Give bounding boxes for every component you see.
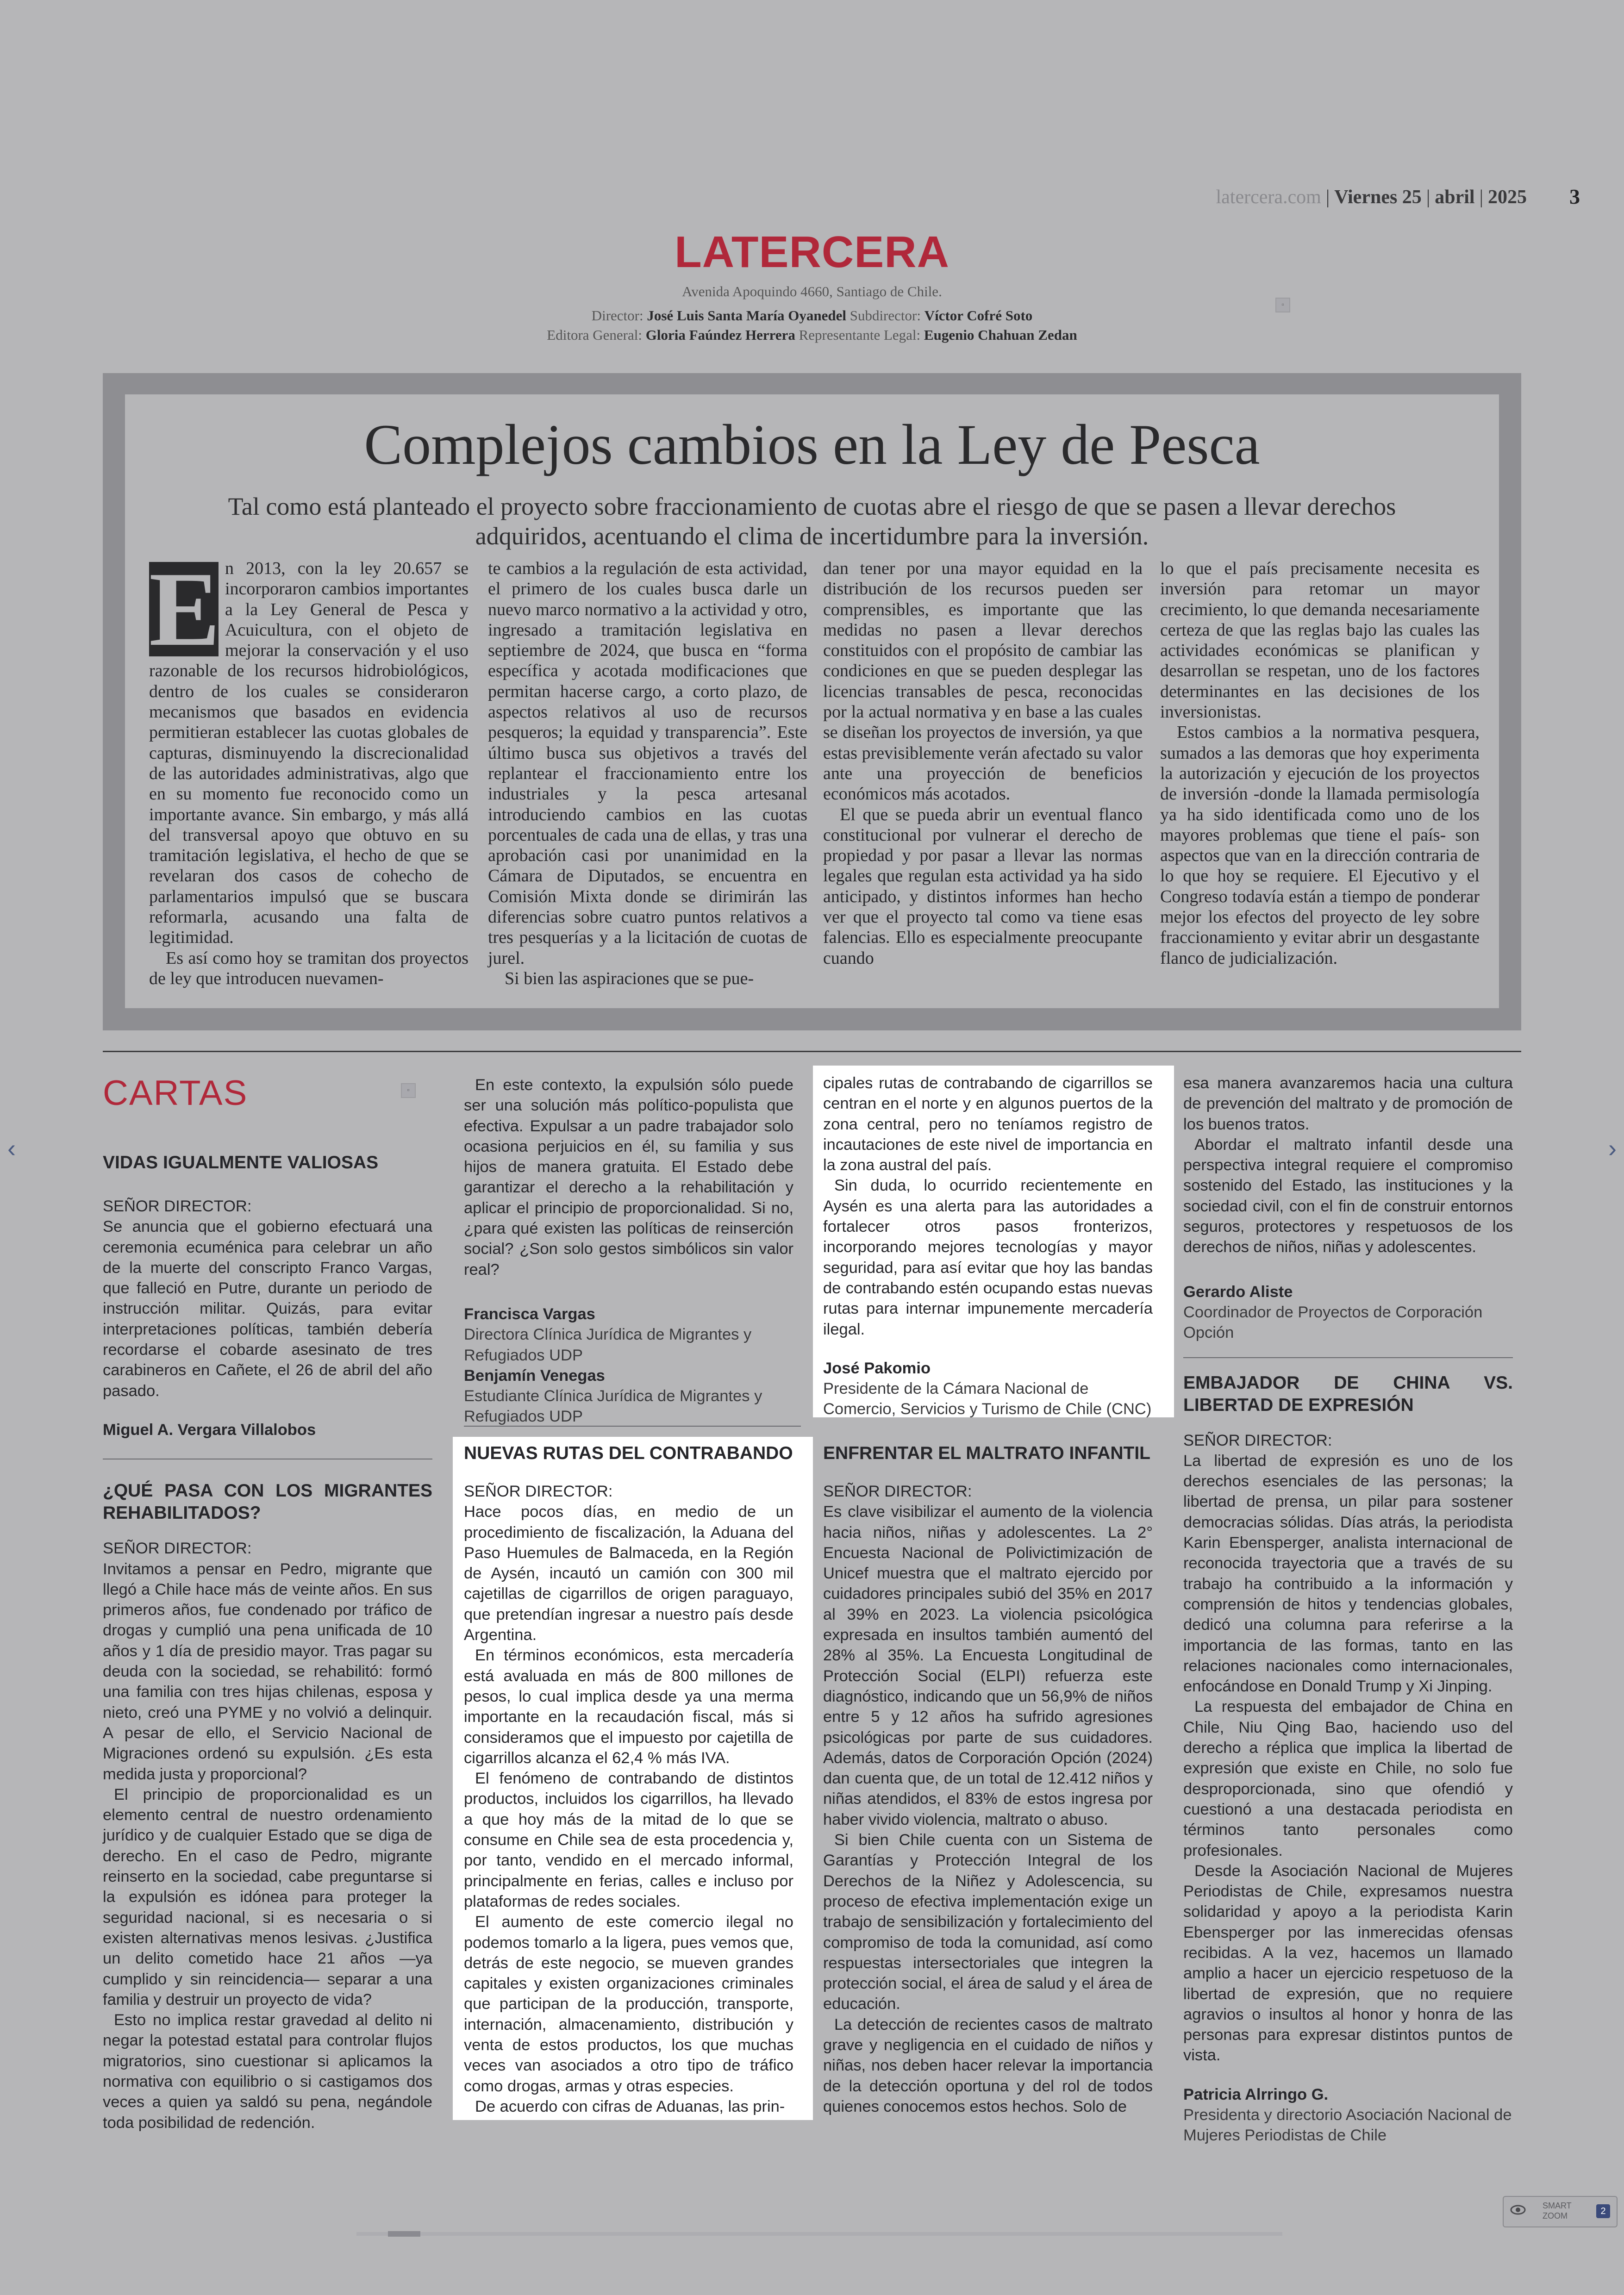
letter-paragraph: Desde la Asociación Nacional de Mujeres Periodistas de Chile, expresamos nuestra solidaridad y apoyo a la periodista Karin Ebensperger por las inmerecidas ofensas recibidas. A la vez, hacemos un llamado amplio a hacer un ejercicio respetuoso de la libertad de expresión, que no requiere agravios o insultos al honor y honra de las personas para expresar distintos puntos de vista. bbox=[1183, 1862, 1513, 2064]
subdirector-name: Víctor Cofré Soto bbox=[924, 307, 1033, 324]
letter-paragraph: Hace pocos días, en medio de un procedimiento de fiscalización, la Aduana del Paso Huemules de Balmaceda, en la Región de Aysén, incautó un camión con 300 mil cajetillas de cigarrillos de origen paraguayo, que pretendían ingresar a nuestro país desde Argentina. bbox=[464, 1503, 793, 1644]
editorial-paragraph: lo que el país precisamente necesita es inversión para retomar un mayor crecimiento, lo que demanda necesariamente certeza de que las reglas bajo las cuales las actividades económicas se planifican y desarrollan se respetan, uno de los factores determinantes en las decisiones de los inversionistas. bbox=[1160, 559, 1480, 722]
letter-salutation: SEÑOR DIRECTOR: bbox=[823, 1483, 972, 1500]
section-divider bbox=[103, 1051, 1521, 1052]
letter-paragraph: De acuerdo con cifras de Aduanas, las prin- bbox=[475, 2097, 785, 2115]
editorial-deck: Tal como está planteado el proyecto sobre fraccionamiento de cuotas abre el riesgo de que se pasen a llevar derechos adquiridos, acentuando el clima de incertidumbre para la inversión. bbox=[228, 493, 1396, 550]
eye-icon bbox=[1510, 2203, 1526, 2219]
letter-paragraph: Si bien Chile cuenta con un Sistema de Garantías y Protección Integral de los Derechos de la Niñez y Adolescencia, su proceso de efectiva implementación exige un trabajo de sensibilización y fortalecimiento del compromiso de toda la comunidad, así como respuestas intersectoriales que integren la protección social, el área de salud y el área de educación. bbox=[823, 1831, 1153, 2013]
letter-paragraph: Invitamos a pensar en Pedro, migrante que llegó a Chile hace más de veinte años. En sus primeros años, fue condenado por tráfico de drogas y cumplió una pena unificada de 10 años y 1 día de presidio mayor. Tras pagar su deuda con la sociedad, se rehabilitó: formó una familia con tres hijas chilenas, esposa y nieto, creó una PYME y no volvió a delinquir. A pesar de ello, el Servicio Nacional de Migraciones ordenó su expulsión. ¿Es esta medida justa y proporcional? bbox=[103, 1560, 432, 1783]
date-day: Viernes 25 bbox=[1334, 187, 1422, 208]
letter-signature: Benjamín Venegas bbox=[464, 1366, 605, 1384]
editor-name: Gloria Faúndez Herrera bbox=[645, 327, 795, 343]
letters-column-2 bbox=[464, 1075, 793, 1427]
letter-headline: EMBAJADOR DE CHINA VS. LIBERTAD DE EXPRESIÓN bbox=[1183, 1372, 1513, 1415]
drop-cap: E bbox=[149, 550, 220, 668]
page-number: 3 bbox=[1569, 185, 1580, 208]
letter-paragraph: El aumento de este comercio ilegal no podemos tomarlo a la ligera, pues vemos que, detrás de este negocio, se mueven grandes capitales y existen organizaciones criminales que participan de la producción, transporte, internación, almacenamiento, distribución y venta de estos productos, los que muchas veces van asociados a otro tipo de tráfico como drogas, armas y otras especies. bbox=[464, 1913, 793, 2095]
date-month: abril bbox=[1435, 187, 1475, 208]
letter-divider bbox=[464, 1426, 801, 1427]
smart-zoom-button[interactable] bbox=[1503, 2196, 1618, 2227]
editorial-paragraph: El que se pueda abrir un eventual flanco constitucional por vulnerar el derecho de propiedad y por pasar a llevar las normas legales que regulan esta actividad ya ha sido anticipado, y distintos informes han hecho ver que el proyecto tal como va tiene esas falencias. Ello es especialmente preocupante cuando bbox=[823, 804, 1143, 968]
letter-signature: Miguel A. Vergara Villalobos bbox=[103, 1421, 316, 1439]
zoom-region-icon[interactable]: ▫ bbox=[1275, 298, 1290, 312]
letter-salutation: SEÑOR DIRECTOR: bbox=[103, 1540, 252, 1558]
letter-signature-role: Estudiante Clínica Jurídica de Migrantes y Refugiados UDP bbox=[464, 1387, 762, 1426]
letter-signature: Patricia Alrringo G. bbox=[1183, 2085, 1329, 2103]
letter-paragraph: El principio de proporcionalidad es un elemento central de nuestro ordenamiento jurídico y de cualquier Estado que se diga de derecho. En el caso de Pedro, migrante reinserto en la sociedad, cabe preguntarse si la expulsión es idónea para proteger la seguridad nacional, si es necesaria o si existen alternativas menos lesivas. ¿Justifica un delito cometido hace 21 años —ya cumplido y sin reincidencia— separar a una familia y destruir un proyecto de vida? bbox=[103, 1785, 432, 2008]
editorial-column-1 bbox=[149, 550, 468, 989]
letter-divider bbox=[1183, 1357, 1513, 1358]
letters-column-3 bbox=[823, 1073, 1153, 1420]
letter-headline: ¿QUÉ PASA CON LOS MIGRANTES REHABILITADOS? bbox=[103, 1481, 432, 1523]
editorial-column-3 bbox=[823, 558, 1143, 968]
letter-signature: José Pakomio bbox=[823, 1359, 931, 1377]
letter-signature-role: Presidenta y directorio Asociación Nacional de Mujeres Periodistas de Chile bbox=[1183, 2106, 1512, 2145]
letter-signature-role: Directora Clínica Jurídica de Migrantes y Refugiados UDP bbox=[464, 1326, 752, 1364]
letter-paragraph: Esto no implica restar gravedad al delito ni negar la potestad estatal para controlar flujos migratorios, sino cuestionar si aplicamos la normativa con equilibrio o si castigamos dos veces a quien ya saldó su pena, negándole toda posibilidad de redención. bbox=[103, 2011, 432, 2132]
letter-paragraph: cipales rutas de contrabando de cigarrillos se centran en el norte y en algunos puertos de la zona central, pero no teníamos registro de incautaciones de este nivel de importancia en la zona austral del país. bbox=[823, 1074, 1153, 1174]
subdirector-label: Subdirector: bbox=[849, 307, 921, 324]
letter-headline: NUEVAS RUTAS DEL CONTRABANDO bbox=[464, 1443, 793, 1463]
director-name: José Luis Santa María Oyanedel bbox=[647, 307, 846, 324]
letter-signature-role: Presidente de la Cámara Nacional de Comercio, Servicios y Turismo de Chile (CNC) bbox=[823, 1380, 1152, 1418]
next-page-chevron-icon[interactable]: › bbox=[1608, 1135, 1617, 1162]
smart-zoom-label-line: SMART bbox=[1543, 2201, 1572, 2210]
legal-name: Eugenio Chahuan Zedan bbox=[924, 327, 1077, 343]
letter-paragraph: Se anuncia que el gobierno efectuará una ceremonia ecuménica para celebrar un año de la muerte del conscripto Franco Vargas, que falleció en Putre, durante un periodo de instrucción militar. Quizás, para evitar interpretaciones políticas, también debería recordarse el cobarde asesinato de tres carabineros en Cañete, el 26 de abril del año pasado. bbox=[103, 1218, 432, 1400]
letter-paragraph: En términos económicos, esta mercadería está avaluada en más de 800 millones de pesos, lo cual implica desde ya una merma importante en la recaudación fiscal, más si consideramos que el impuesto por cajetilla de cigarrillos alcanza el 62,4 % más IVA. bbox=[464, 1646, 793, 1767]
page-scrollbar-track[interactable] bbox=[356, 2232, 1282, 2236]
letter-paragraph: La detección de recientes casos de maltrato grave y negligencia en el cuidado de niños y niñas, nos deben hacer relevar la importancia de la detección oportuna y del rol de todos quienes conocemos estos hechos. Solo de bbox=[823, 2015, 1153, 2115]
newspaper-logo: LATERCERA bbox=[675, 227, 949, 277]
editorial-title: Complejos cambios en la Ley de Pesca bbox=[364, 413, 1260, 476]
masthead-date: latercera.com | Viernes 25 | abril | 2025 bbox=[1216, 187, 1527, 208]
editorial-paragraph: Estos cambios a la normativa pesquera, sumados a las demoras que hoy experimenta la autorización y ejecución de los proyectos de inversión -donde la llamada permisología ya ha sido identificada como uno de los mayores problemas que tiene el país- son aspectos que van en la dirección contraria de lo que hoy se requiere. El Ejecutivo y el Congreso todavía están a tiempo de ponderar mejor los efectos del proyecto de ley sobre fraccionamiento y evitar abrir un desgastante flanco de judicialización. bbox=[1160, 723, 1480, 968]
letter-salutation: SEÑOR DIRECTOR: bbox=[1183, 1431, 1332, 1449]
letter-paragraph: La libertad de expresión es uno de los derechos esenciales de las personas; la libertad de prensa, un pilar para sostener democracias sólidas. Días atrás, la periodista Karin Ebensperger, analista internacional de reconocida trayectoria que a través de su trabajo ha contribuido a la información y comprensión de hitos y tendencias globales, dedicó una columna para referirse a la importancia de las formas, tanto en las relaciones nacionales como internacionales, enfocándose en Donald Trump y Xi Jinping. bbox=[1183, 1452, 1513, 1696]
editorial-paragraph: dan tener por una mayor equidad en la distribución de los recursos pueden ser comprensibles, es importante que las medidas no pasen a llevar derechos constituidos con el propósito de cambiar las condiciones en que se pueden desplegar las licencias transables de pesca, reconocidas por la actual normativa y en base a las cuales se diseñan los proyectos de inversión, ya que estas previsiblemente verán afectado su valor ante una proyección de beneficios económicos más acotados. bbox=[823, 559, 1143, 804]
editor-line bbox=[0, 327, 1624, 343]
letter-signature-role: Coordinador de Proyectos de Corporación Opción bbox=[1183, 1303, 1483, 1342]
letter-paragraph: La respuesta del embajador de China en Chile, Niu Qing Bao, haciendo uso del derecho a réplica que implica la libertad de expresión que existe en Chile, no solo fue desproporcionada, sino que ofendió y cuestionó a una destacada periodista en términos tanto personales como profesionales. bbox=[1183, 1698, 1513, 1859]
letter-headline: ENFRENTAR EL MALTRATO INFANTIL bbox=[823, 1443, 1151, 1463]
editorial-paragraph: Es así como hoy se tramitan dos proyectos de ley que introducen nuevamen- bbox=[149, 948, 468, 988]
zoom-region-icon[interactable]: ▫ bbox=[401, 1083, 416, 1098]
address: Avenida Apoquindo 4660, Santiago de Chile. bbox=[682, 283, 942, 299]
legal-label: Representante Legal: bbox=[799, 327, 921, 343]
editor-label: Editora General: bbox=[547, 327, 642, 343]
letter-headline: VIDAS IGUALMENTE VALIOSAS bbox=[103, 1153, 379, 1172]
editorial-column-4 bbox=[1160, 558, 1480, 968]
letter-nuevas-rutas bbox=[464, 1442, 793, 2117]
letters-column-4 bbox=[1183, 1073, 1513, 2146]
zoom-level-badge: 2 bbox=[1596, 2204, 1610, 2218]
date-year: 2025 bbox=[1488, 187, 1527, 208]
previous-page-chevron-icon[interactable]: ‹ bbox=[7, 1135, 16, 1162]
editorial-column-2 bbox=[488, 558, 807, 989]
director-line bbox=[0, 307, 1624, 324]
editorial-paragraph: Si bien las aspiraciones que se pue- bbox=[505, 968, 754, 988]
smart-zoom-label-line: ZOOM bbox=[1543, 2211, 1568, 2220]
letter-salutation: SEÑOR DIRECTOR: bbox=[464, 1483, 613, 1500]
editorial-paragraph: n 2013, con la ley 20.657 se incorporaron cambios importantes a la Ley General de Pesca y Acuicultura, con el objeto de mejorar la conservación y el uso razonable de los recursos hidrobiológicos, dentro de los cuales se consideraron mecanismos que basados en evidencia permitieran establecer las cuotas globales de capturas, disminuyendo la discrecionalidad de las autoridades administrativas, algo que en su momento fue reconocido como un importante avance. Sin embargo, y más allá del transversal apoyo que obtuvo en su tramitación legislativa, el hecho de que se revelaran dos casos de cohecho de parlamentarios impulsó que se buscara reformarla, acusando una falta de legitimidad. bbox=[149, 559, 468, 948]
letter-paragraph: El fenómeno de contrabando de distintos productos, incluidos los cigarrillos, ha llevado a que hoy más de la mitad de lo que se consume en Chile sea de esta procedencia y, por tanto, vendido en el mercado informal, principalmente en ferias, calles e incluso por plataformas de redes sociales. bbox=[464, 1770, 793, 1910]
cartas-section-title: CARTAS bbox=[103, 1073, 248, 1113]
letter-signature: Gerardo Aliste bbox=[1183, 1283, 1293, 1301]
director-label: Director: bbox=[591, 307, 643, 324]
letter-paragraph: Sin duda, lo ocurrido recientemente en Aysén es una alerta para las autoridades a fortalecer otros pasos fronterizos, incorporando mejores tecnologías y mayor seguridad, para así evitar que hoy las bandas de contrabando estén ocupando estas nuevas rutas para internar impunemente mercadería ilegal. bbox=[823, 1177, 1153, 1338]
smart-zoom-label bbox=[1543, 2201, 1572, 2221]
letter-salutation: SEÑOR DIRECTOR: bbox=[103, 1197, 252, 1215]
editorial-paragraph: te cambios a la regulación de esta actividad, el primero de los cuales busca darle un nuevo marco normativo a la actividad y otro, ingresado a tramitación legislativa en septiembre de 2024, que busca en “forma específica y acotada modificaciones que permitan hacerse cargo, a corto plazo, de aspectos relativos al uso de recursos pesqueros; la equidad y transparencia”. Este último busca sus objetivos a través del replantear el fraccionamiento entre los industriales y la pesca artesanal introduciendo cambios en las cuotas porcentuales de cada una de ellas, y tras una aprobación casi por unanimidad en la Cámara de Diputados, se encuentra en Comisión Mixta donde se dirimirán las diferencias sobre cuatro puntos relativos a tres pesquerías y a la licitación de cuotas de jurel. bbox=[488, 559, 807, 968]
letter-paragraph: En este contexto, la expulsión sólo puede ser una solución más político-populista que efectiva. Expulsar a un padre trabajador solo ocasiona perjuicios en él, su familia y sus hijos de manera gratuita. El Estado debe garantizar el derecho a la rehabilitación y aplicar el principio de proporcionalidad. Si no, ¿para qué existen las políticas de reinserción social? ¿Son solo gestos simbólicos sin valor real? bbox=[464, 1076, 793, 1278]
letter-signature: Francisca Vargas bbox=[464, 1305, 595, 1323]
letter-paragraph: esa manera avanzaremos hacia una cultura de prevención del maltrato y de promoción de los buenos tratos. bbox=[1183, 1074, 1513, 1133]
letters-column-1 bbox=[103, 1152, 432, 2133]
letter-maltrato bbox=[823, 1442, 1153, 2117]
site-name[interactable]: latercera.com bbox=[1216, 187, 1321, 208]
letter-paragraph: Es clave visibilizar el aumento de la violencia hacia niños, niñas y adolescentes. La 2° Encuesta Nacional de Polivictimización de Unicef muestra que el maltrato ejercido por cuidadores principales subió del 35% en 2017 al 39% en 2023. La violencia psicológica expresada en insultos también aumentó del 28% al 35%. La Encuesta Longitudinal de Protección Social (ELPI) refuerza este diagnóstico, indicando que un 56,9% de niños entre 5 y 12 años ha sufrido agresiones psicológicas por parte de sus cuidadores. Además, datos de Corporación Opción (2024) dan cuenta que, de un total de 12.412 niños y niñas atendidos, el 83% de estos ingresa por haber vivido violencia, maltrato o abuso. bbox=[823, 1503, 1153, 1828]
letter-paragraph: Abordar el maltrato infantil desde una perspectiva integral requiere el compromiso sostenido del Estado, las instituciones y la sociedad civil, con el fin de construir entornos seguros, protectores y respetuosos de los derechos de niños, niñas y adolescentes. bbox=[1183, 1135, 1513, 1256]
page-scrollbar-thumb[interactable] bbox=[388, 2231, 420, 2237]
